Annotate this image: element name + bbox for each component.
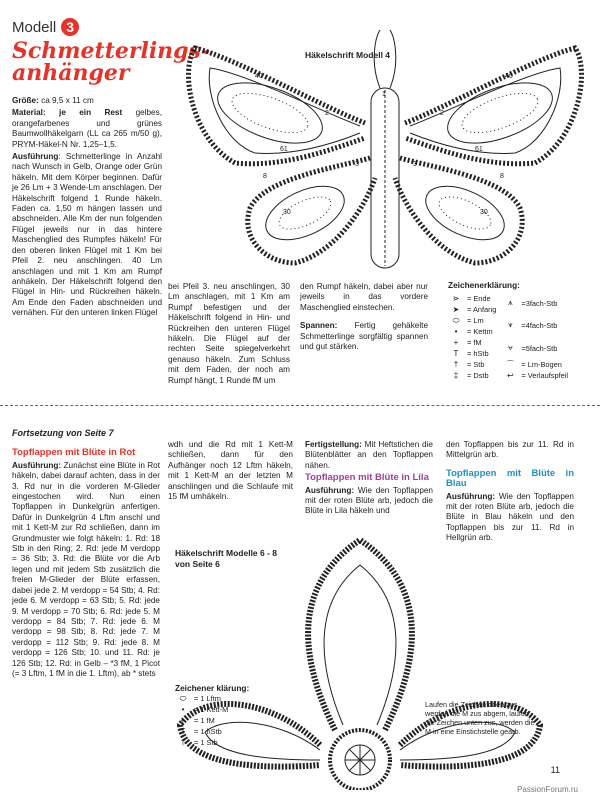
article2-col4: den Topflappen bis zur 11. Rd in Mittelgrün arb. Topflappen mit Blüte in Blau Ausführung: Wie den Topflappen mit der roten Blüte arb, jedoch die Blüte in Blau häkeln und den Topflappen bis zur 11. Rd in Hellgrün arb. bbox=[446, 440, 574, 543]
legend-item: T = hStb bbox=[453, 349, 489, 358]
diagram1-title: Häkelschrift Modell 4 bbox=[305, 50, 391, 60]
flower-crochet-diagram bbox=[165, 520, 585, 790]
diagram1-label: 8 bbox=[500, 173, 504, 180]
diagram1-label: 61 bbox=[280, 146, 288, 153]
diagram1-label: 40 bbox=[505, 73, 513, 80]
article2-col1: Fortsetzung von Seite 7 Topflappen mit Blüte in Rot Ausführung: Zunächst eine Blüte in Rot häkeln, dabei darauf achten, dass in der 3. Rd nur in die vorderen M-Glieder eingestochen wird. Nun einen Topflappen in Dunkelgrün anfertigen. Dafür in Dunkelgrün 4 Lftm anschl und mit 1 Kett-M zur Rd schließen, dann im Grundmuster wie folgt häkeln: 1. Rd: 18 Stb in den Ring; 2. Rd: jede M verdopp = 36 Stb; 3. Rd: die Blüte vor die Arb legen und mit jedem Stb zusätzlich die freien M-Glieder der Blüte erfassen, dabei jede 2. M verdopp = 54 Stb; 4. Rd: jede 6. M verdopp = 63 Stb; 5. Rd: jede 9. M verdopp = 70 Stb; 6. Rd: jede 5. M verdopp = 84 Stb; 7. Rd: jede 6. M verdopp = 98 Stb; 8. Rd: jede 7. M verdopp = 112 Stb; 9. Rd: jede 8. M verdopp = 126 Stb; 10. und 11. Rd: je 126 Stb; 12. Rd: in Gelb – *3 fM, 1 Picot (= 3 Lftm, 1 fM in die 1. Lftm), ab * stets bbox=[12, 428, 160, 678]
footer-watermark: PassionForum.ru bbox=[517, 785, 578, 794]
legend-item: ⬭ = 1 Lftm bbox=[179, 693, 221, 703]
page-title: Schmetterlings- anhänger bbox=[12, 38, 211, 86]
diagram1-label: 3 bbox=[413, 161, 417, 168]
diagram1-label: 2 bbox=[440, 110, 444, 117]
legend-item: † = Stb bbox=[453, 360, 485, 369]
diagram1-label: 61 bbox=[475, 146, 483, 153]
legend-item: ⬭ = Lm bbox=[452, 315, 484, 325]
legend-item: ➤ = Anfang bbox=[452, 305, 497, 314]
model-number-badge: 3 bbox=[61, 18, 79, 36]
article1-col1: Größe: ca 9,5 x 11 cm Material: je ein Rest gelbes, orangefarbenes und grünes Baumwollhäkelgarn (LL ca 265 m/50 g), PRYM-Häkel-N Nr. 1,25–1,5. Ausführung: Schmetterlinge in Anzahl nach Wunsch in Gelb, Orange oder Grün häkeln. Mit dem Körper beginnen. Dafür je 26 Lm + 3 Wende-Lm anschlagen. Der Häkelschrift folgend 1 Runde häkeln. Faden ca. 1,50 m hängen lassen und abschneiden. Alle Km der nun folgenden Flügel jeweils nur in das hintere Maschenglied des Rumpfes häkeln! Für den oberen linken Flügel mit 1 Km bei Pfeil 2. neu anschlingen. 40 Lm anschlagen und mit 1 Km am Rumpf anhäkeln. Der Häkelschrift folgend den Flügel in Hin- und Rückreihen häkeln. Am Ende den Faden abschneiden und vernähen. Für den unteren linken Flügel bbox=[12, 96, 162, 318]
legend-item: + = 1 fM bbox=[180, 716, 215, 725]
diagram1-label: 3 bbox=[355, 161, 359, 168]
legend-item: + = fM bbox=[453, 338, 482, 347]
article1-col3: den Rumpf häkeln, dabei aber nur jeweils in das vordere Maschenglied einstechen. Spannen: Fertig gehäkelte Schmetterlinge sorgfältig spannen und gut stärken. bbox=[300, 282, 428, 352]
legend-item: ⌒ = Lm-Bogen bbox=[506, 360, 562, 369]
article2-col2: wdh und die Rd mit 1 Kett-M schließen, dann für den Aufhänger noch 12 Lftm häkeln, mit 1 Kett-M an der letzten M anschlingen und die Schlaufe mit 15 fM umhäkeln. bbox=[168, 440, 293, 502]
diagram1-label: 40 bbox=[255, 73, 263, 80]
butterfly-crochet-diagram bbox=[175, 28, 595, 278]
article1-col2: bei Pfeil 3. neu anschlingen, 30 Lm anschlagen, mit 1 Km am Rumpf befestigen und der Häkelschrift folgend in Hin- und Rückreihen den unteren Flügel häkeln. Die Flügel auf der rechten Seite spiegelverkehrt genauso häkeln. Zum Schluss mit dem Faden, der noch am Rumpf hängt, 1 Runde fM um bbox=[168, 282, 290, 385]
diagram2-title: Häkelschrift Modelle 6 - 8 von Seite 6 bbox=[175, 548, 278, 569]
legend-item: ‡ = Dstb bbox=[453, 371, 489, 380]
diagram-note: Laufen die Zeichen oben zus, werden die M zus abgem, laufen die Zeichen unten zus, werden die M in eine Einstichstelle gearb. bbox=[425, 700, 535, 736]
legend2: Zeichener klärung: ⬭ = 1 Lftm • = 1 Kett-M + = 1 fM T = 1 hStb † = 1 Stb bbox=[175, 683, 250, 747]
article2-col3: Fertigstellung: Mit Heftstichen die Blütenblätter an den Topflappen nähen. Topflappen mit Blüte in Lila Ausführung: Wie den Topflappen mit der roten Blüte arb, jedoch die Blüte in Lila häkeln und bbox=[305, 440, 433, 516]
legend-item: • = Kettm bbox=[454, 327, 493, 336]
legend1: Zeichenerklärung: ⋗ = Ende ➤ = Anfang ⬭ = Lm • = Kettm + = fM T = hStb † = Stb ‡ = Dstb ⩚ =3fach-Stb ⩛ =4fach-Stb ⩝ =5fach-Stb ⌒ = Lm-Bogen ↩ = Verlaufspfeil bbox=[448, 280, 569, 380]
diagram1-label: 8 bbox=[263, 173, 267, 180]
legend-item: ↩ = Verlaufspfeil bbox=[507, 371, 569, 380]
legend-item: † = 1 Stb bbox=[180, 738, 218, 747]
legend-item: ⩚ =3fach-Stb bbox=[508, 298, 558, 308]
legend-item: ⩛ =4fach-Stb bbox=[508, 320, 558, 330]
diagram1-label: 2 bbox=[325, 110, 329, 117]
section-divider bbox=[0, 405, 600, 406]
legend-item: ⩝ =5fach-Stb bbox=[508, 343, 558, 353]
legend1-left bbox=[448, 293, 496, 381]
diagram1-label: 1 bbox=[382, 91, 386, 98]
page-number: 11 bbox=[550, 765, 560, 775]
diagram1-label: 30 bbox=[480, 209, 488, 216]
legend-item: • = 1 Kett-M bbox=[181, 705, 229, 714]
model-label: Modell 3 bbox=[12, 18, 79, 36]
legend1-right bbox=[502, 293, 568, 381]
legend-item: T = 1 hStb bbox=[180, 727, 222, 736]
legend-item: ⋗ = Ende bbox=[452, 294, 491, 303]
diagram1-label: 30 bbox=[283, 209, 291, 216]
